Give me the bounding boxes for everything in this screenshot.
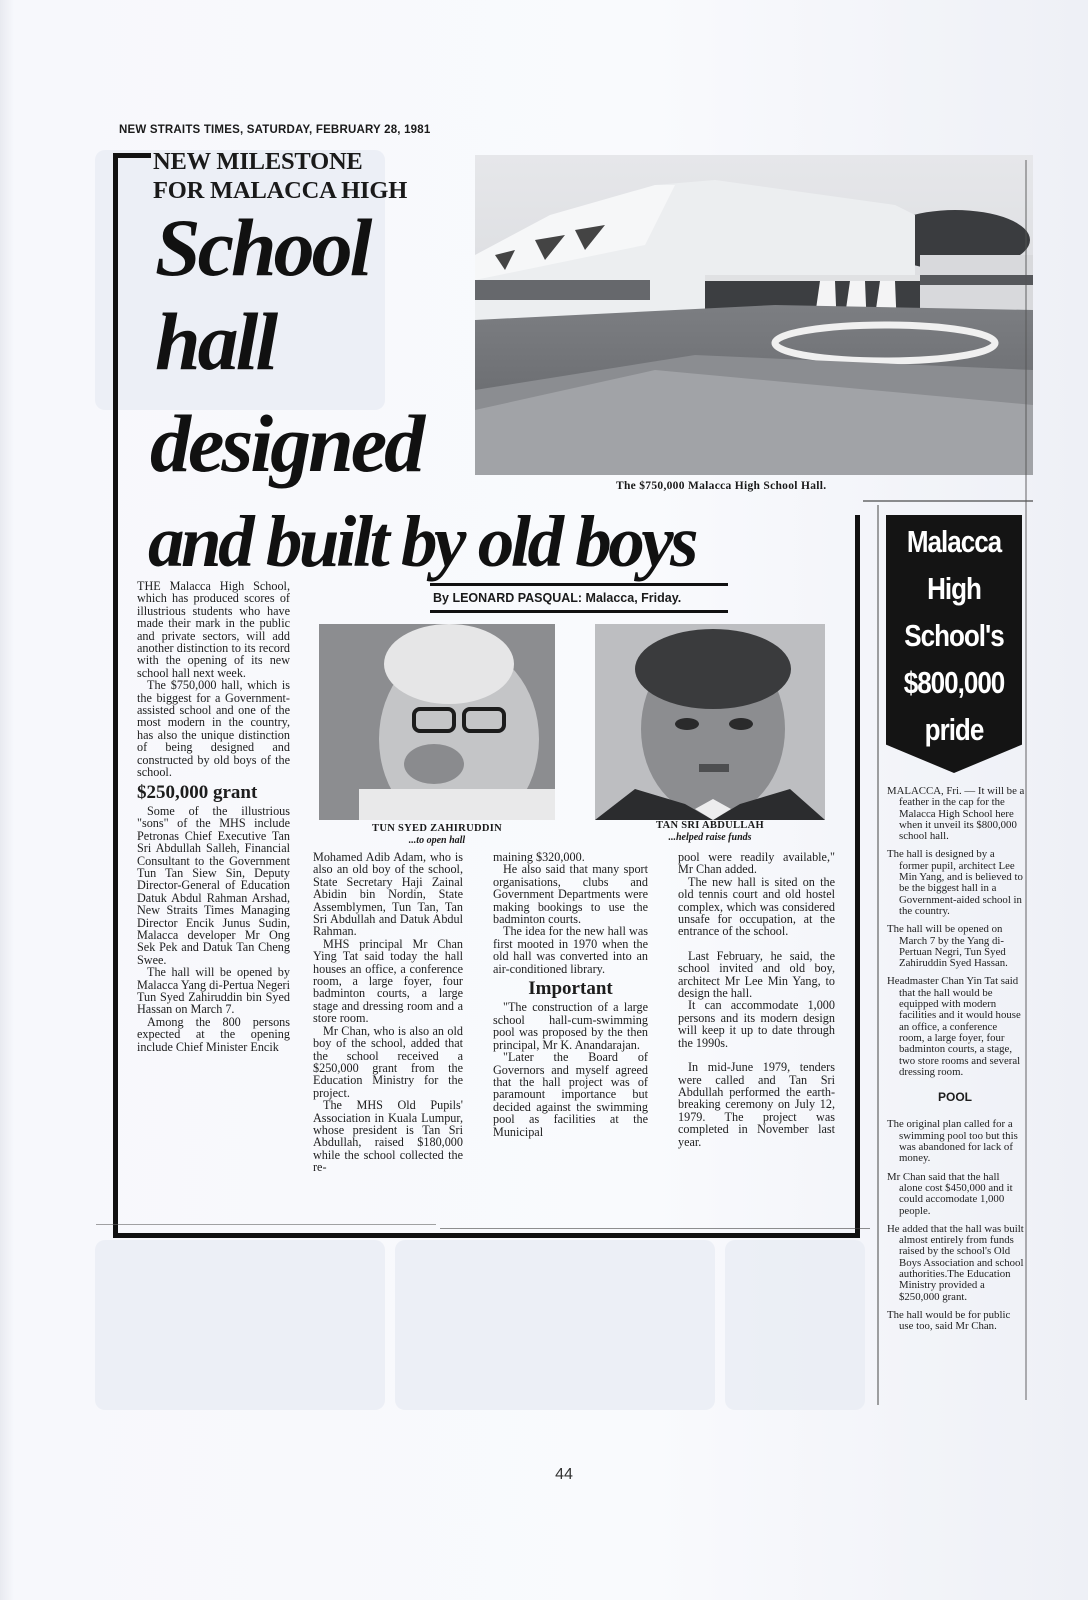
portrait-caption	[319, 823, 555, 847]
kicker	[153, 147, 407, 205]
bleed-through-block	[725, 1240, 865, 1410]
sidebar-paragraph: He added that the hall was built almost entirely from funds raised by the school's Old Boys Association and school authorities.The Education Ministry provided a $250,000 grant.	[887, 1222, 1024, 1303]
school-hall-photo	[475, 155, 1033, 475]
frame-rule	[113, 1233, 860, 1238]
portrait-sub: ...to open hall	[408, 835, 466, 846]
paragraph: Mohamed Adib Adam, who is also an old boy of the school, State Secretary Haji Zainal Abidin bin Nordin, State Assemblymen, Tun Tan, Tan Sri Abdullah and Datuk Abdul Rahman.	[313, 850, 463, 939]
sidebar-paragraph: Mr Chan said that the hall alone cost $450,000 and it could accomodate 1,000 people.	[887, 1170, 1013, 1217]
portrait-photo	[595, 624, 825, 820]
sidebar-title-line: pride	[924, 712, 984, 747]
paragraph: The new hall is sited on the old tennis court and old hostel complex, which was considered unsafe for occupation, at the entrance of the school.	[678, 874, 835, 939]
school-hall-image	[475, 155, 1033, 475]
paragraph: It can accommodate 1,000 persons and its modern design will keep it up to date through the 1990s.	[678, 998, 835, 1050]
subhead: Important	[528, 978, 613, 1000]
sidebar-paragraph: Headmaster Chan Yin Tat said that the hall would be equipped with modern facilities and it would house an office, a conference room, a large foyer, four badminton courts, a stage, two store rooms and several dressing room.	[887, 975, 1021, 1078]
paragraph: The idea for the new hall was first mooted in 1970 when the old hall was converted into an air-conditioned library.	[493, 924, 648, 976]
byline: By LEONARD PASQUAL: Malacca, Friday.	[430, 583, 728, 613]
sidebar-paragraph: The hall would be for public use too, said Mr Chan.	[887, 1308, 1011, 1333]
article-column	[313, 851, 463, 1174]
portrait-image	[595, 624, 825, 820]
portrait-sub: ...helped raise funds	[668, 832, 752, 843]
frame-rule	[113, 153, 118, 1238]
sidebar-paragraph: The hall will be opened on March 7 by the Yang di-Pertuan Negri, Tun Syed Zahiruddin Syed Hassan.	[887, 923, 1008, 970]
headline: designed	[150, 398, 423, 489]
sidebar-subhead: POOL	[937, 1090, 972, 1105]
sidebar-title	[897, 518, 1011, 753]
frame-rule	[113, 153, 151, 158]
dateline: NEW STRAITS TIMES, SATURDAY, FEBRUARY 28, 1981	[119, 124, 431, 136]
paragraph: The $750,000 hall, which is the biggest for a Government-assisted school and one of the most modern in the country, has also the unique distinction of being designed and constructed by old boys of the school.	[137, 678, 290, 780]
portrait-name: TUN SYED ZAHIRUDDIN	[372, 823, 502, 834]
paragraph: Last February, he said, the school invited and old boy, architect Mr Lee Min Yang, to design the hall.	[678, 948, 835, 1001]
subhead: $250,000 grant	[137, 781, 258, 803]
sidebar-rule	[877, 505, 879, 1405]
paragraph: He also said that many sport organisations, clubs and Government Departments were making bookings to use the badminton courts.	[493, 862, 648, 927]
sidebar-paragraph: The hall is designed by a former pupil, architect Lee Min Yang, and is believed to be the biggest hall in a Government-aided school in the country.	[887, 848, 1023, 917]
article-column	[678, 851, 835, 1148]
paragraph: "Later the Board of Governors and myself agreed that the hall project was of paramount importance but decided against the swimming pool as facilities at the Municipal	[493, 1050, 648, 1139]
sidebar-title-line: $800,000	[903, 665, 1005, 700]
sidebar-rule	[1025, 160, 1027, 1400]
article-column	[493, 851, 648, 1138]
sidebar-title-line: School's	[904, 618, 1004, 653]
paragraph: Among the 800 persons expected at the opening include Chief Minister Encik	[137, 1014, 290, 1054]
photo-caption: The $750,000 Malacca High School Hall.	[616, 480, 827, 492]
paragraph: In mid-June 1979, tenders were called and Tan Sri Abdullah performed the earth-breaking ceremony on July 12, 1979. The project was completed in November last year.	[678, 1060, 835, 1149]
paragraph: The MHS Old Pupils' Association in Kuala Lumpur, whose president is Tan Sri Abdullah, raised $180,000 while the school collected the re-	[313, 1098, 463, 1175]
sidebar-title-line: High	[927, 571, 981, 606]
paragraph: "The construction of a large school hall-cum-swimming pool was proposed by the then principal, Mr K. Anandarajan.	[493, 1000, 648, 1052]
headline: hall	[155, 296, 276, 387]
sidebar-rule	[863, 500, 1033, 502]
headline: and built by old boys	[148, 501, 696, 582]
sidebar-column	[885, 786, 1025, 1339]
portrait-photo	[319, 624, 555, 820]
paragraph: MHS principal Mr Chan Ying Tat said today the hall houses an office, a conference room, a large foyer, four badminton courts, a large stage and dressing room and a store room.	[313, 936, 463, 1026]
sidebar-title-line: Malacca	[906, 524, 1002, 559]
paragraph: pool were readily available," Mr Chan added.	[678, 850, 835, 877]
bleed-through-block	[395, 1240, 715, 1410]
paragraph: maining $320,000.	[493, 850, 585, 864]
paragraph: THE Malacca High School, which has produced scores of illustrious students who have made their mark in the public and private sectors, will add another distinction to its record with the opening of its new school hall next week.	[137, 579, 290, 680]
divider	[440, 1228, 870, 1229]
sidebar-paragraph: The original plan called for a swimming pool too but this was abandoned for lack of money.	[887, 1118, 1018, 1165]
paragraph: Some of the illustrious "sons" of the MHS include Petronas Chief Executive Tan Sri Abdullah Salleh, Financial Consultant to the Government Tun Tan Siew Sin, Deputy Director-General of Education Datuk Abdul Rahman Arshad, New Straits Times Managing Director Encik Junus Sudin, Malacca developer Mr Ong Sek Pek and Datuk Tan Cheng Swee.	[137, 803, 290, 967]
paragraph: The hall will be opened by Malacca Yang di-Pertua Negeri Tun Syed Zahiruddin bin Syed Hassan on March 7.	[137, 965, 290, 1017]
bleed-through-block	[95, 1240, 385, 1410]
paragraph: Mr Chan, who is also an old boy of the school, added that the school received a $250,000 grant from the Education Ministry for the project.	[313, 1023, 463, 1100]
frame-rule	[855, 515, 860, 1238]
sidebar-paragraph: MALACCA, Fri. — It will be a feather in the cap for the Malacca High School here when it unveil its $800,000 school hall.	[887, 785, 1025, 843]
portrait-image	[319, 624, 555, 820]
portrait-name: TAN SRI ABDULLAH	[656, 820, 764, 831]
page-number: 44	[555, 1466, 573, 1483]
kicker-line: NEW MILESTONE	[153, 148, 363, 175]
article-column	[137, 580, 290, 1053]
headline: School	[155, 202, 370, 293]
kicker-line: FOR MALACCA HIGH	[153, 177, 408, 204]
portrait-caption	[595, 820, 825, 844]
divider	[96, 1224, 436, 1225]
